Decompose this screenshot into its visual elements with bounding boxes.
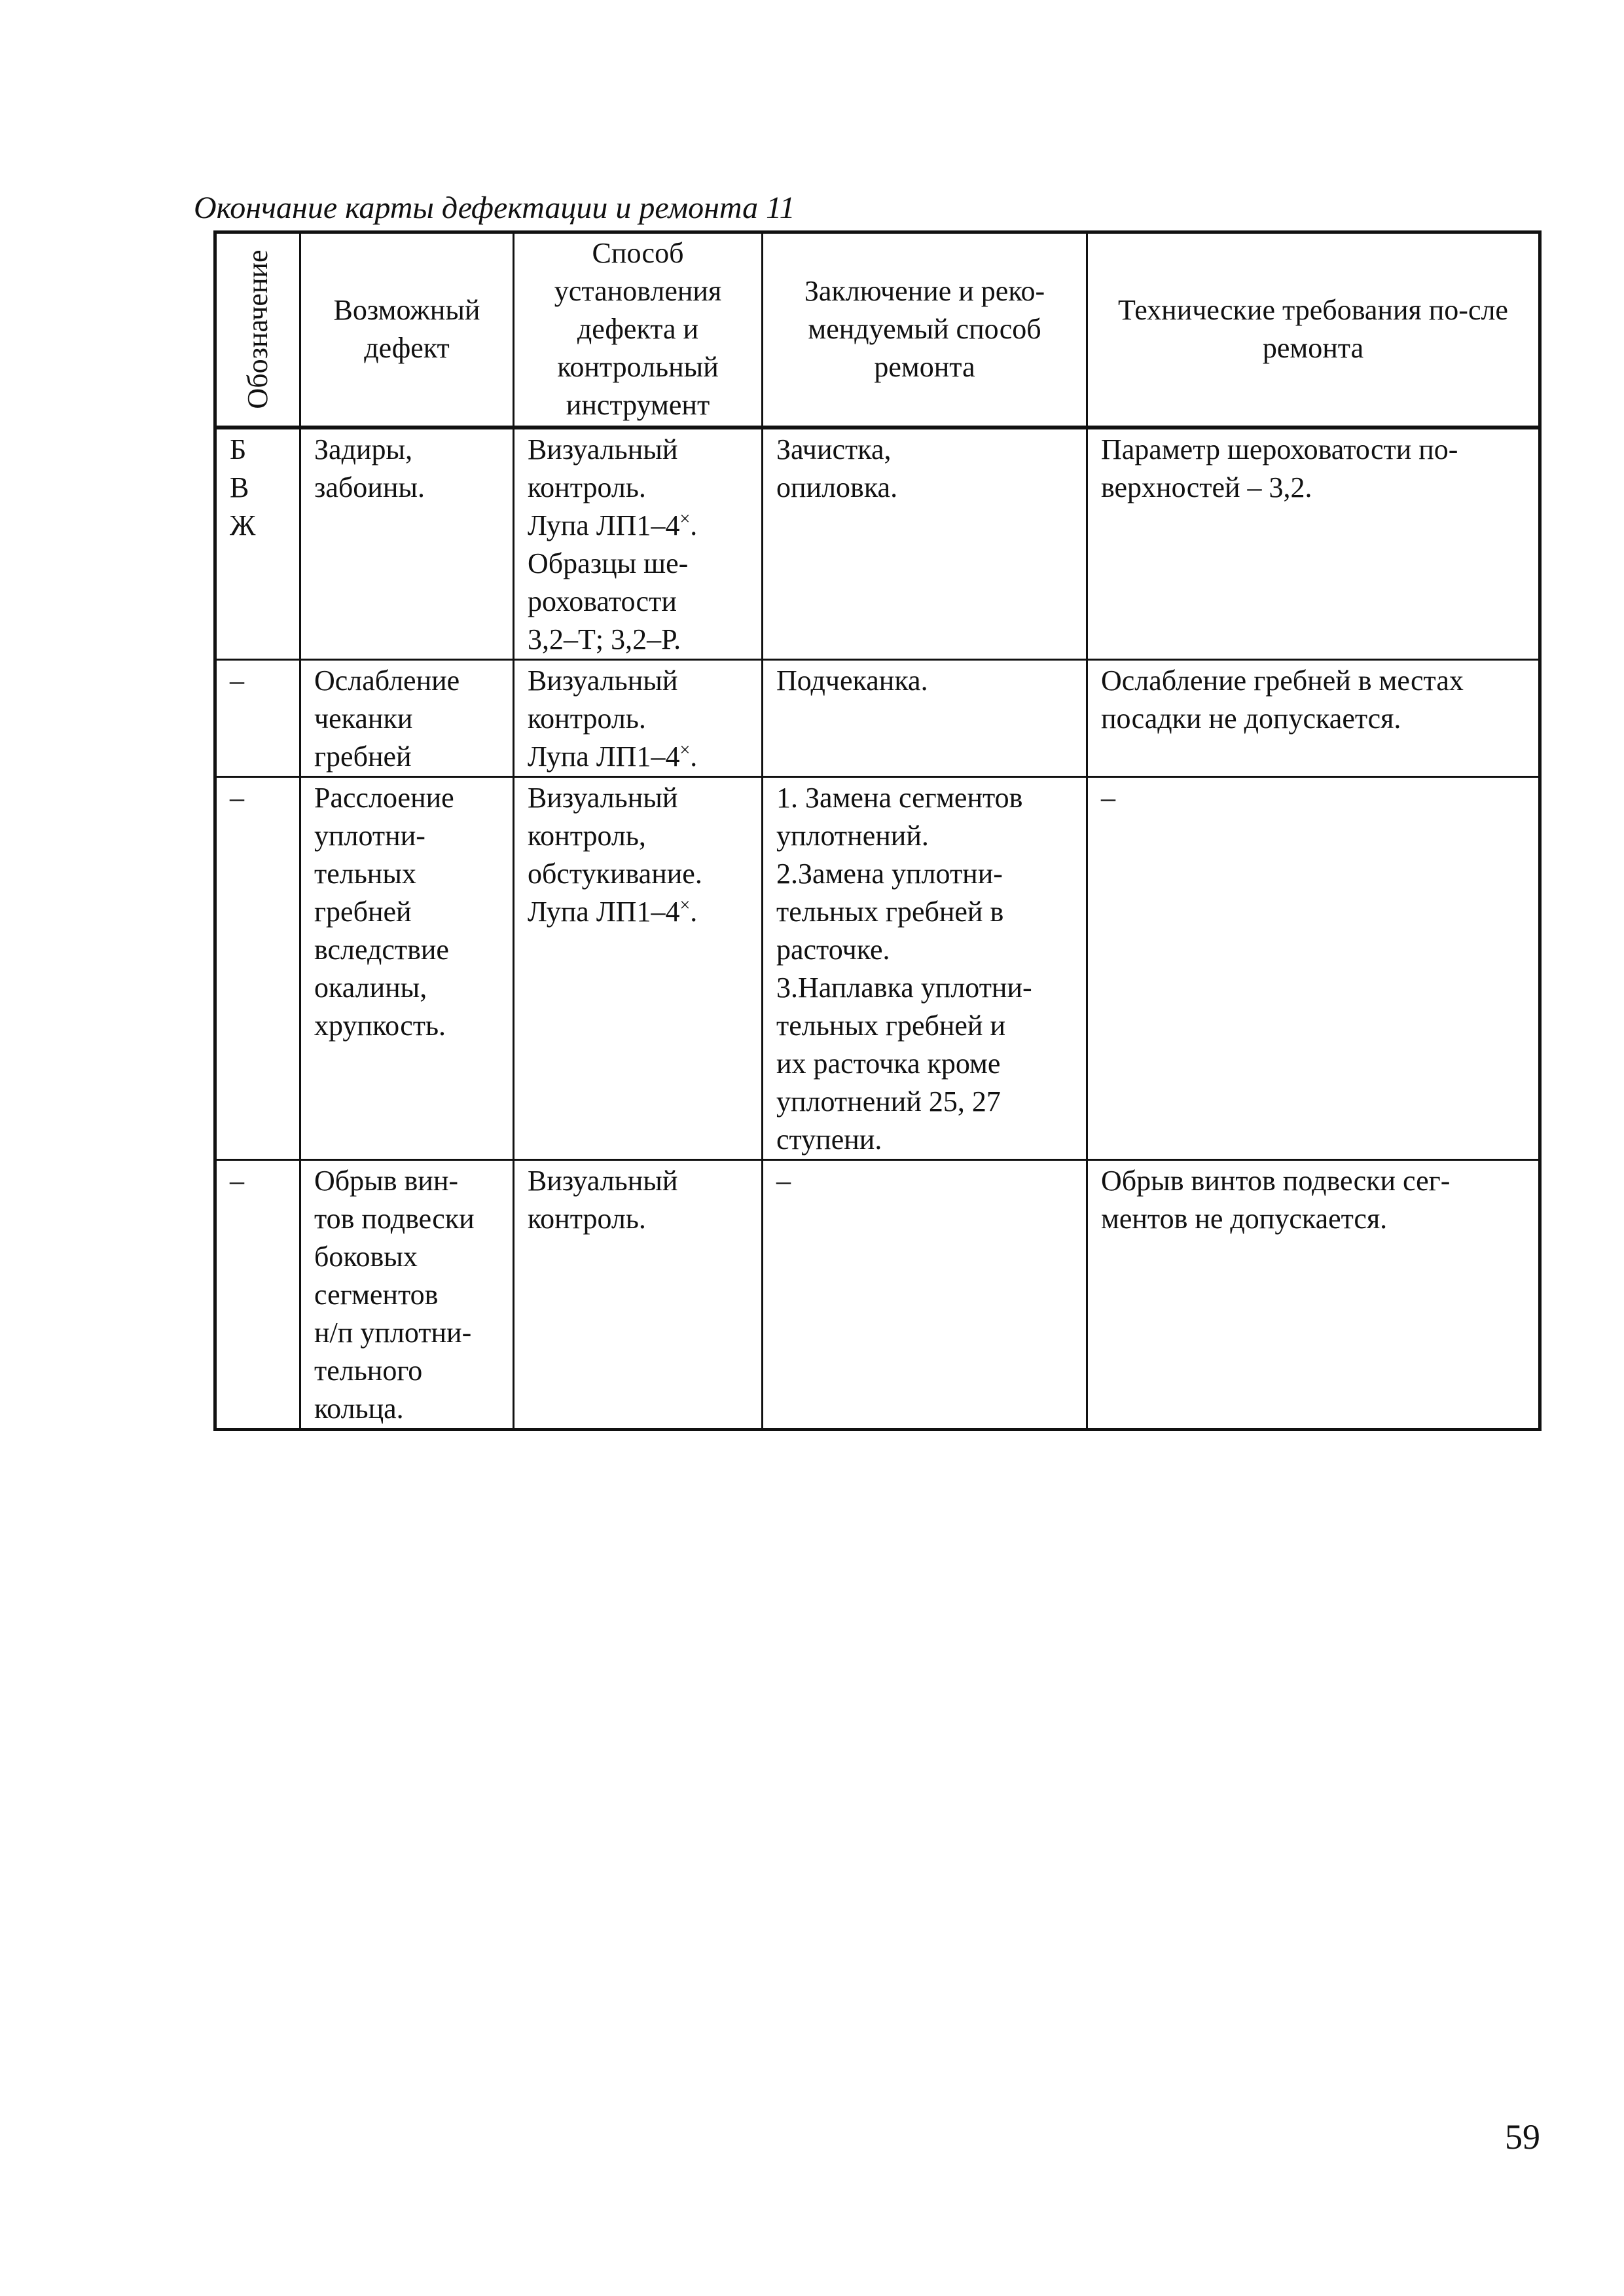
cell-conclusion: 1. Замена сегментов уплотнений. 2.Замена уплотни- тельных гребней в расточке. 3.Наплавка уплотни- тельных гребней и их расточка кроме уплотнений 25, 27 ступени. <box>763 776 1087 1159</box>
table-row <box>215 776 1540 1159</box>
table-row <box>215 428 1540 660</box>
cell-designation: – <box>215 659 300 776</box>
table-header-row <box>215 232 1540 428</box>
cell-conclusion: Подчеканка. <box>763 659 1087 776</box>
cell-requirements: Параметр шероховатости по- верхностей – 3,2. <box>1087 428 1540 660</box>
cell-method <box>514 1159 763 1429</box>
header-designation <box>215 232 300 428</box>
cell-method <box>514 428 763 660</box>
cell-defect: Расслоение уплотни- тельных гребней вследствие окалины, хрупкость. <box>300 776 514 1159</box>
cell-defect: Ослабление чеканки гребней <box>300 659 514 776</box>
cell-method <box>514 776 763 1159</box>
cell-method <box>514 659 763 776</box>
cell-designation: Б В Ж <box>215 428 300 660</box>
page-number: 59 <box>1505 2117 1540 2157</box>
magnification-superscript: × <box>679 508 691 529</box>
cell-defect: Задиры, забоины. <box>300 428 514 660</box>
cell-requirements: Обрыв винтов подвески сег- ментов не допускается. <box>1087 1159 1540 1429</box>
table-row <box>215 1159 1540 1429</box>
magnification-superscript: × <box>679 894 691 915</box>
header-designation-label: Обозначение <box>242 249 274 409</box>
table-row <box>215 659 1540 776</box>
defect-repair-table <box>213 230 1542 1431</box>
method-text: Визуальный контроль, обстукивание. Лупа ЛП1–4 <box>528 781 702 928</box>
method-text-end: . <box>690 895 698 928</box>
header-defect: Возможный дефект <box>300 232 514 428</box>
cell-conclusion: – <box>763 1159 1087 1429</box>
cell-requirements: – <box>1087 776 1540 1159</box>
method-text: Визуальный контроль. <box>528 1164 678 1235</box>
cell-designation: – <box>215 1159 300 1429</box>
method-text-end: . <box>690 740 698 773</box>
header-method: Способ установления дефекта и контрольный инструмент <box>514 232 763 428</box>
table-caption: Окончание карты дефектации и ремонта 11 <box>194 191 795 225</box>
method-text-end: . Образцы ше- роховатости 3,2–Т; 3,2–Р. <box>528 509 698 655</box>
cell-requirements: Ослабление гребней в местах посадки не допускается. <box>1087 659 1540 776</box>
magnification-superscript: × <box>679 739 691 760</box>
cell-conclusion: Зачистка, опиловка. <box>763 428 1087 660</box>
method-text: Визуальный контроль. Лупа ЛП1–4 <box>528 664 680 773</box>
cell-designation: – <box>215 776 300 1159</box>
header-requirements: Технические требования по-сле ремонта <box>1087 232 1540 428</box>
header-conclusion: Заключение и реко-мендуемый способ ремонта <box>763 232 1087 428</box>
cell-defect: Обрыв вин- тов подвески боковых сегментов н/п уплотни- тельного кольца. <box>300 1159 514 1429</box>
method-text: Визуальный контроль. Лупа ЛП1–4 <box>528 433 680 541</box>
